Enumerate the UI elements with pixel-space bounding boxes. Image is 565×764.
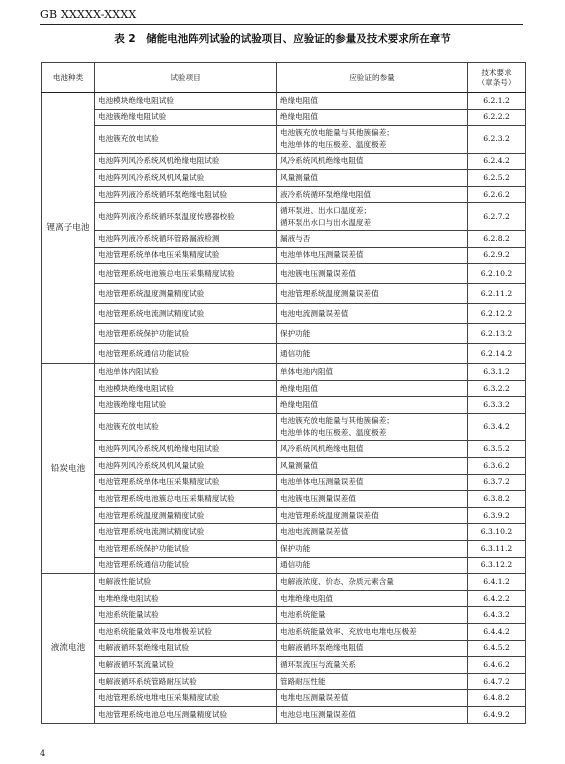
table-row [42,186,526,203]
test-item-cell: 电池管理系统电流测试精度试验 [95,524,277,541]
test-item-cell: 电池管理系统通信功能试验 [95,557,277,574]
table-row [42,524,526,541]
table-row [42,623,526,640]
clause-number-cell: 6.3.7.2 [468,474,526,491]
parameter-line: 绝缘电阻值 [280,95,318,105]
parameter-cell [277,706,468,723]
battery-type-cell: 铅炭电池 [42,364,95,574]
parameter-line: 风冷系统风机绝缘电阻值 [280,156,364,166]
table-row [42,109,526,126]
clause-number-cell: 6.2.5.2 [468,170,526,187]
test-item-cell: 电池模块绝缘电阻试验 [95,93,277,110]
clause-number-cell: 6.3.12.2 [468,557,526,574]
table-row [42,203,526,231]
column-header-clause-line1: 技术要求 [481,67,512,77]
test-item-cell: 电池管理系统电池总电压测量精度试验 [95,706,277,723]
table-row [42,93,526,110]
table-row [42,324,526,344]
parameter-cell [277,324,468,344]
parameter-line: 电池单体的电压极差、温度极差 [280,428,387,438]
test-item-cell: 电解液循环泵绝缘电阻试验 [95,640,277,657]
parameter-line: 单体电池内阻值 [280,366,334,376]
table-title: 表 2 储能电池阵列试验的试验项目、应验证的参量及技术要求所在章节 [114,33,451,45]
parameter-cell [277,607,468,624]
table-row [42,153,526,170]
test-item-cell: 电池阵列液冷系统循环管路漏液检测 [95,230,277,247]
test-item-cell: 电池单体内阻试验 [95,364,277,381]
clause-number-cell: 6.4.5.2 [468,640,526,657]
parameter-line: 电池簇电压测量误差值 [280,268,356,278]
table-row [42,413,526,441]
test-item-cell: 电池阵列液冷系统循环泵绝缘电阻试验 [95,186,277,203]
parameter-line: 电池单体电压测量误差值 [280,477,364,487]
clause-number-cell: 6.3.2.2 [468,380,526,397]
test-item-cell: 电池管理系统单体电压采集精度试验 [95,474,277,491]
parameter-line: 通信功能 [280,560,311,570]
table-row [42,380,526,397]
parameter-cell [277,673,468,690]
parameter-cell [277,458,468,475]
table-row [42,441,526,458]
parameter-line: 管路耐压性能 [280,676,326,686]
test-item-cell: 电池簇充放电试验 [95,413,277,441]
clause-number-cell: 6.3.5.2 [468,441,526,458]
parameter-cell [277,574,468,591]
parameter-line: 风量测量值 [280,460,318,470]
table-row [42,607,526,624]
table-row [42,690,526,707]
clause-number-cell: 6.4.7.2 [468,673,526,690]
table-row [42,673,526,690]
clause-number-cell: 6.3.10.2 [468,524,526,541]
column-header-parameter: 应验证的参量 [277,63,468,93]
parameter-cell [277,126,468,154]
test-item-cell: 电池簇绝缘电阻试验 [95,397,277,414]
parameter-cell [277,590,468,607]
clause-number-cell: 6.2.13.2 [468,324,526,344]
test-item-cell: 电池管理系统电流测试精度试验 [95,304,277,324]
test-item-cell: 电池管理系统保护功能试验 [95,541,277,558]
table-row [42,706,526,723]
parameter-cell [277,541,468,558]
table-row [42,557,526,574]
parameter-cell [277,657,468,674]
clause-number-cell: 6.2.2.2 [468,109,526,126]
parameter-cell [277,186,468,203]
parameter-line: 循环泵出水口与出水温度差 [280,217,372,227]
table-row [42,657,526,674]
parameter-line: 电池簇充放电能量与其他簇偏差； [280,416,394,426]
parameter-cell [277,557,468,574]
clause-number-cell: 6.3.6.2 [468,458,526,475]
clause-number-cell: 6.2.14.2 [468,344,526,364]
clause-number-cell: 6.3.1.2 [468,364,526,381]
clause-number-cell: 6.2.3.2 [468,126,526,154]
table-row [42,640,526,657]
clause-number-cell: 6.2.8.2 [468,230,526,247]
test-item-cell: 电堆绝缘电阻试验 [95,590,277,607]
parameter-cell [277,247,468,264]
table-body [42,93,526,724]
parameter-line: 风冷系统风机绝缘电阻值 [280,444,364,454]
parameter-line: 电池总电压测量误差值 [280,709,356,719]
column-header-test-item: 试验项目 [95,63,277,93]
parameter-cell [277,380,468,397]
clause-number-cell: 6.4.8.2 [468,690,526,707]
clause-number-cell: 6.2.4.2 [468,153,526,170]
parameter-cell [277,344,468,364]
parameter-cell [277,284,468,304]
parameter-cell [277,203,468,231]
test-item-cell: 电池管理系统电池簇总电压采集精度试验 [95,264,277,284]
parameter-line: 液冷系统循环泵绝缘电阻值 [280,189,372,199]
test-item-cell: 电池管理系统保护功能试验 [95,324,277,344]
parameter-line: 绝缘电阻值 [280,400,318,410]
test-item-cell: 电池系统能量效率及电堆极差试验 [95,623,277,640]
parameter-cell [277,397,468,414]
clause-number-cell: 6.3.9.2 [468,507,526,524]
clause-number-cell: 6.3.11.2 [468,541,526,558]
parameter-cell [277,170,468,187]
parameter-line: 电池电流测量误差值 [280,308,349,318]
test-item-cell: 电池阵列液冷系统循环泵温度传感器校验 [95,203,277,231]
table-row [42,170,526,187]
clause-number-cell: 6.2.11.2 [468,284,526,304]
header-rule [40,24,523,25]
test-item-cell: 电池管理系统电池簇总电压采集精度试验 [95,491,277,508]
parameter-line: 风量测量值 [280,173,318,183]
clause-number-cell: 6.3.4.2 [468,413,526,441]
test-item-cell: 电池阵列风冷系统风机风量试验 [95,458,277,475]
parameter-line: 电池单体电压测量误差值 [280,250,364,260]
parameter-line: 电池管理系统温度测量误差值 [280,288,379,298]
parameter-line: 电池管理系统温度测量误差值 [280,510,379,520]
clause-number-cell: 6.3.8.2 [468,491,526,508]
test-item-cell: 电池阵列风冷系统风机风量试验 [95,170,277,187]
table-row [42,264,526,284]
clause-number-cell: 6.2.6.2 [468,186,526,203]
parameter-line: 绝缘电阻值 [280,112,318,122]
table-row [42,590,526,607]
parameter-line: 电池电流测量误差值 [280,527,349,537]
parameter-line: 电池簇电压测量误差值 [280,494,356,504]
test-item-cell: 电池系统能量试验 [95,607,277,624]
parameter-line: 漏液与否 [280,233,311,243]
parameter-line: 电堆电压测量误差值 [280,693,349,703]
parameter-line: 电池系统能量效率、充放电电堆电压极差 [280,626,417,636]
parameter-cell [277,524,468,541]
test-item-cell: 电池簇充放电试验 [95,126,277,154]
clause-number-cell: 6.4.1.2 [468,574,526,591]
parameter-cell [277,441,468,458]
test-item-cell: 电池管理系统电堆电压采集精度试验 [95,690,277,707]
parameter-cell [277,153,468,170]
clause-number-cell: 6.4.4.2 [468,623,526,640]
table-row [42,507,526,524]
parameter-cell [277,413,468,441]
parameter-cell [277,264,468,284]
parameter-cell [277,507,468,524]
table-row [42,247,526,264]
parameter-cell [277,230,468,247]
test-item-cell: 电池阵列风冷系统风机绝缘电阻试验 [95,441,277,458]
parameter-line: 电池单体的电压极差、温度极差 [280,140,387,150]
test-item-cell: 电池模块绝缘电阻试验 [95,380,277,397]
parameter-cell [277,640,468,657]
parameter-cell [277,623,468,640]
table-row [42,364,526,381]
table-header-row [42,63,526,93]
clause-number-cell: 6.2.10.2 [468,264,526,284]
table-row [42,458,526,475]
table-row [42,574,526,591]
test-item-cell: 电池管理系统温度测量精度试验 [95,284,277,304]
column-header-clause [468,63,526,93]
test-items-table [41,62,526,724]
clause-number-cell: 6.4.3.2 [468,607,526,624]
parameter-line: 保护功能 [280,328,311,338]
test-item-cell: 电池管理系统单体电压采集精度试验 [95,247,277,264]
parameter-cell [277,491,468,508]
table-row [42,284,526,304]
table-row [42,474,526,491]
clause-number-cell: 6.4.2.2 [468,590,526,607]
parameter-line: 电解液浓度、价态、杂质元素含量 [280,576,394,586]
table-row [42,126,526,154]
column-header-battery-type: 电池种类 [42,63,95,93]
clause-number-cell: 6.4.6.2 [468,657,526,674]
column-header-clause-line2: （章条号） [477,77,516,87]
clause-number-cell: 6.3.3.2 [468,397,526,414]
parameter-cell [277,690,468,707]
table-row [42,541,526,558]
parameter-cell [277,474,468,491]
test-item-cell: 电池阵列风冷系统风机绝缘电阻试验 [95,153,277,170]
clause-number-cell: 6.2.9.2 [468,247,526,264]
table-row [42,344,526,364]
parameter-cell [277,109,468,126]
test-item-cell: 电解液循环系统管路耐压试验 [95,673,277,690]
parameter-cell [277,304,468,324]
parameter-cell [277,93,468,110]
test-item-cell: 电池管理系统温度测量精度试验 [95,507,277,524]
parameter-line: 绝缘电阻值 [280,383,318,393]
clause-number-cell: 6.4.9.2 [468,706,526,723]
document-number: GB XXXXX-XXXX [40,8,137,21]
test-item-cell: 电解液循环泵流量试验 [95,657,277,674]
parameter-line: 电池簇充放电能量与其他簇偏差； [280,128,394,138]
test-item-cell: 电池管理系统通信功能试验 [95,344,277,364]
page-number: 4 [40,749,46,758]
parameter-line: 电池系统能量 [280,610,326,620]
parameter-cell [277,364,468,381]
battery-type-cell: 液流电池 [42,574,95,723]
table-row [42,491,526,508]
clause-number-cell: 6.2.7.2 [468,203,526,231]
table-row [42,397,526,414]
parameter-line: 循环泵进、出水口温度差； [280,205,372,215]
parameter-line: 通信功能 [280,348,311,358]
parameter-line: 电解液循环泵绝缘电阻值 [280,643,364,653]
table-row [42,230,526,247]
test-item-cell: 电池簇绝缘电阻试验 [95,109,277,126]
clause-number-cell: 6.2.1.2 [468,93,526,110]
test-item-cell: 电解液性能试验 [95,574,277,591]
battery-type-cell: 锂离子电池 [42,93,95,364]
parameter-line: 循环泵流压与流量关系 [280,659,356,669]
table-row [42,304,526,324]
parameter-line: 保护功能 [280,543,311,553]
clause-number-cell: 6.2.12.2 [468,304,526,324]
parameter-line: 电堆绝缘电阻值 [280,593,334,603]
